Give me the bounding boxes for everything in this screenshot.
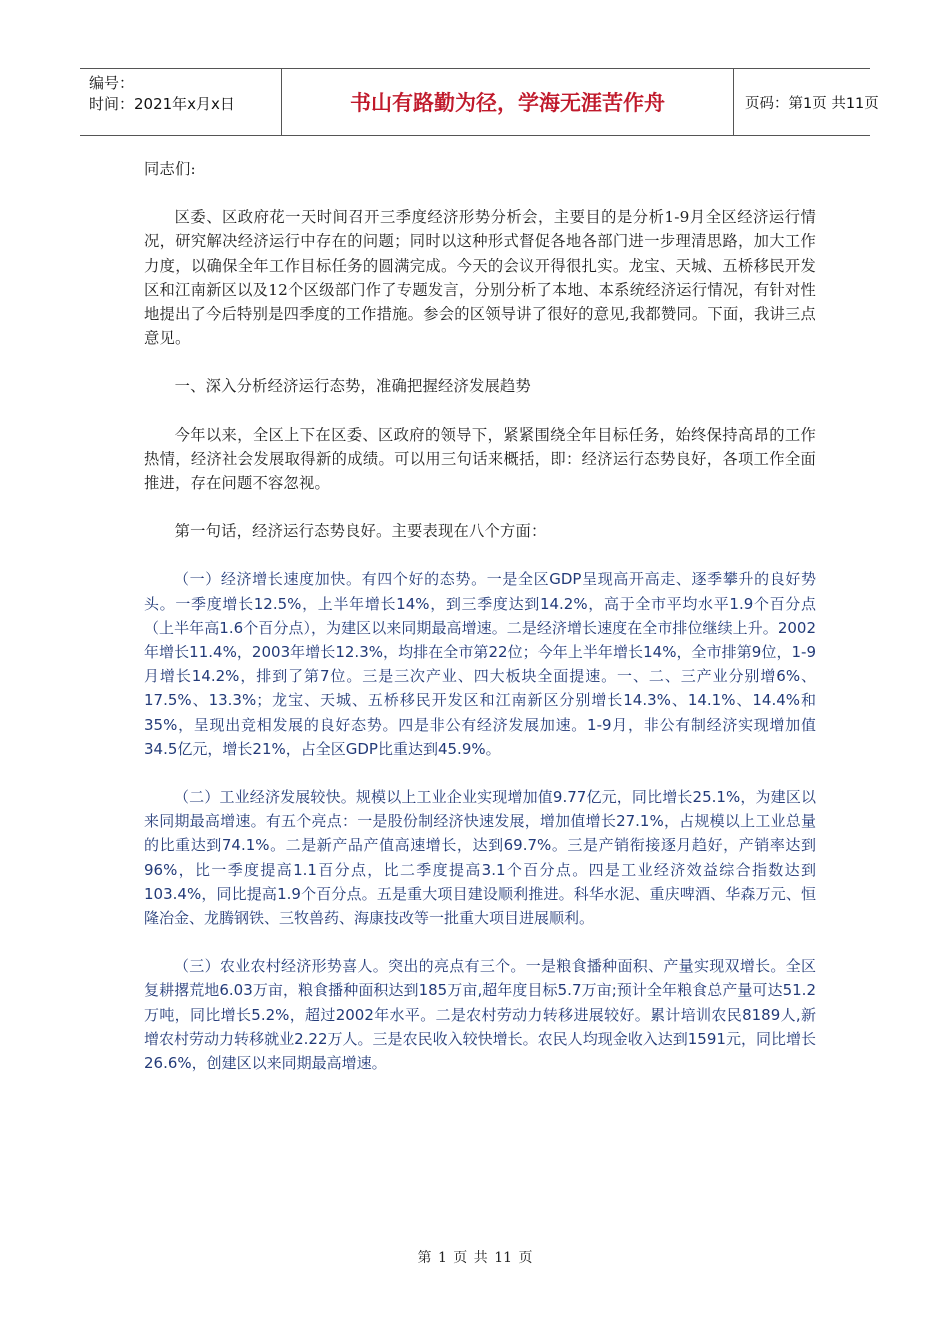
- paragraph-intro: 区委、区政府花一天时间召开三季度经济形势分析会，主要目的是分析1-9月全区经济运行情况，研究解决经济运行中存在的问题；同时以这种形式督促各地各部门进一步理清思路，加大工作力度，以确保全年工作目标任务的圆满完成。今天的会议开得很扎实。龙宝、天城、五桥移民开发区和江南新区以及12个区级部门作了专题发言，分别分析了本地、本系统经济运行情况，有针对性地提出了今后特别是四季度的工作措施。参会的区领导讲了很好的意见,我都赞同。下面，我讲三点意见。: [144, 208, 816, 348]
- header-motto: 书山有路勤为径，学海无涯苦作舟: [282, 69, 734, 135]
- document-header: [80, 68, 879, 136]
- greeting: 同志们:: [144, 160, 196, 178]
- paragraph-industry: （二）工业经济发展较快。规模以上工业企业实现增加值9.77亿元，同比增长25.1%，为建区以来同期最高增速。有五个亮点：一是股份制经济快速发展，增加值增长27.1%，占规模以上工业总量的比重达到74.1%。二是新产品产值高速增长，达到69.7%。三是产销衔接逐月趋好，产销率达到96%，比一季度提高1.1百分点，比二季度提高3.1个百分点。四是工业经济效益综合指数达到103.4%，同比提高1.9个百分点。五是重大项目建设顺利推进。科华水泥、重庆啤酒、华森万元、恒隆冶金、龙腾钢铁、三牧兽药、海康技改等一批重大项目进展顺利。: [144, 788, 816, 928]
- header-meta: [80, 69, 282, 135]
- page-footer: 第 1 页 共 11 页: [417, 1250, 533, 1266]
- paragraph-agriculture: （三）农业农村经济形势喜人。突出的亮点有三个。一是粮食播种面积、产量实现双增长。全区复耕撂荒地6.03万亩，粮食播种面积达到185万亩,超年度目标5.7万亩;预计全年粮食总产量可达51.2万吨，同比增长5.2%，超过2002年水平。二是农村劳动力转移进展较好。累计培训农民8189人,新增农村劳动力转移就业2.22万人。三是农民收入较快增长。农民人均现金收入达到1591元，同比增长26.6%，创建区以来同期最高增速。: [144, 957, 816, 1073]
- section-heading: 一、深入分析经济运行态势，准确把握经济发展趋势: [174, 377, 532, 396]
- document-body: [144, 157, 816, 1099]
- paragraph-first-point: 第一句话，经济运行态势良好。主要表现在八个方面：: [174, 522, 547, 541]
- paragraph-economic-growth: （一）经济增长速度加快。有四个好的态势。一是全区GDP呈现高开高走、逐季攀升的良好势头。一季度增长12.5%，上半年增长14%，到三季度达到14.2%，高于全市平均水平1.9个百分点（上半年高1.6个百分点），为建区以来同期最高增速。二是经济增长速度在全市排位继续上升。2002年增长11.4%，2003年增长12.3%，均排在全市第22位；今年上半年增长14%，全市排第9位，1-9月增长14.2%，排到了第7位。三是三次产业、四大板块全面提速。一、二、三产业分别增6%、17.5%、13.3%；龙宝、天城、五桥移民开发区和江南新区分别增长14.3%、14.1%、14.4%和35%，呈现出竞相发展的良好态势。四是非公有经济发展加速。1-9月，非公有制经济实现增加值34.5亿元，增长21%，占全区GDP比重达到45.9%。: [144, 570, 816, 758]
- paragraph-overview: 今年以来，全区上下在区委、区政府的领导下，紧紧围绕全年目标任务，始终保持高昂的工作热情，经济社会发展取得新的成绩。可以用三句话来概括，即：经济运行态势良好，各项工作全面推进，存在问题不容忽视。: [144, 425, 816, 493]
- date-label: 时间：2021年x月x日: [89, 95, 235, 113]
- header-page-label: 页码：第1页 共11页: [745, 95, 879, 112]
- number-label: 编号：: [89, 74, 135, 92]
